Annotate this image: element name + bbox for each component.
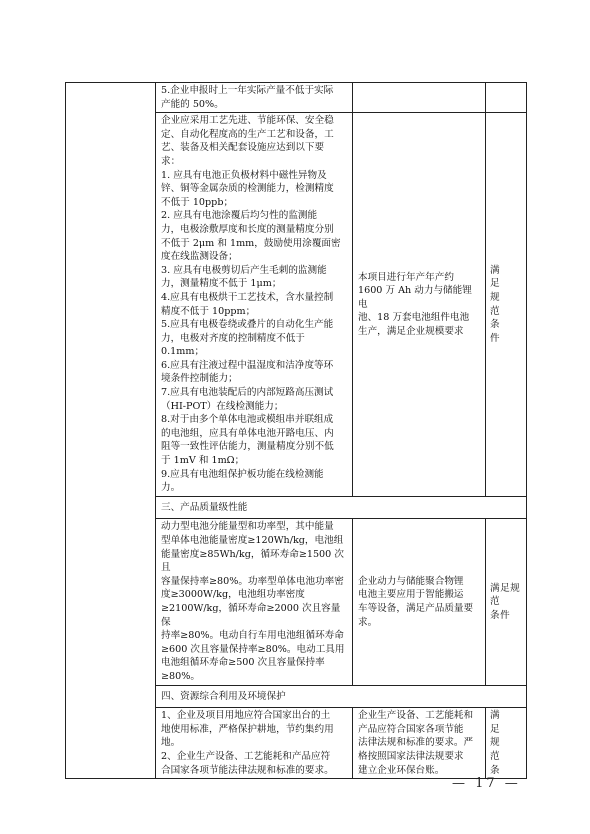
requirement-line: 阻等一致性评估能力，测量精度分别不低 [161,441,334,453]
conclusion-line: 足 [490,723,501,735]
requirement-line: 于 1mV 和 1mΩ； [161,455,245,467]
requirement-cell [156,519,353,685]
requirement-line: 度≥3000W/kg，电池组功率密度 [161,589,305,601]
description-line: 建立企业环保台账。 [358,764,445,776]
requirement-line: 不低于 2μm 和 1mm，鼓励使用涂覆面密 [161,237,341,249]
requirement-line: 3. 应具有电极剪切后产生毛刺的监测能 [161,264,327,276]
description-line: 电池主要应用于智能搬运 [358,589,464,601]
conclusion-line: 规 [490,291,501,303]
requirement-line: （HI-POT）在线检测能力； [161,400,284,412]
description-line: 法律法规和标准的要求。严 [358,737,474,749]
requirement-line: 2. 应具有电池涂覆后均匀性的监测能 [161,210,318,222]
section-heading: 三、产品质量级性能 [156,496,527,519]
requirement-line: 持率≥80%。电动自行车用电池组循环寿命 [161,630,344,642]
requirement-line: 力，测量精度不低于 1μm； [161,278,282,290]
requirement-line: 精度不低于 10ppm； [161,305,256,317]
description-line: 车等设备，满足产品质量要 [358,602,474,614]
requirement-line: 2、企业生产设备、工艺能耗和产品应符 [161,750,331,762]
requirement-line: 0.1mm； [161,346,205,358]
conclusion-line: 条 [490,319,501,331]
conclusion-line: 条 [490,764,501,776]
requirement-line: 力，电极对齐度的控制精度不低于 [161,332,305,344]
description-cell [353,519,486,685]
conclusion-line: 范 [490,750,501,762]
description-cell [353,83,486,113]
requirement-cell [156,83,353,113]
requirement-line: 7.应具有电池装配后的内部短路高压测试 [161,387,334,399]
description-line: 1600 万 Ah 动力与储能锂电 [358,285,472,310]
requirement-line: 9.应具有电池组保护板功能在线检测能 [161,468,324,480]
requirement-line: 地使用标准，严格保护耕地，节约集约用 [161,723,334,735]
requirement-line: ≥600 次且容量保持率≥80%。电动工具用 [161,643,345,655]
description-line: 生产，满足企业规模要求 [358,325,464,337]
requirement-line: 5.应具有电极卷绕或叠片的自动化生产能 [161,319,334,331]
description-line: 求。 [358,616,378,628]
requirement-line: 力，电极涂敷厚度和长度的测量精度分别 [161,223,334,235]
section-heading: 四、资源综合利用及环境保护 [156,685,527,708]
description-cell [353,113,486,497]
table-row [66,83,527,113]
requirement-line: 的电池组，应具有单体电池开路电压、内 [161,427,334,439]
description-line: 产品应符合国家各项节能 [358,723,464,735]
requirement-line: 产能的 50%。 [161,98,224,110]
description-line: 池、18 万套电池组件电池 [358,312,470,324]
requirement-line: 6.应具有注液过程中温湿度和洁净度等环 [161,359,334,371]
conclusion-line: 件 [490,332,501,344]
conclusion-line: 范 [490,305,501,317]
requirements-table [65,82,527,779]
requirement-line: 动力型电池分能量型和功率型，其中能量 [161,521,334,533]
requirement-line: 力。 [161,482,181,494]
requirement-cell [156,113,353,497]
requirement-line: 地。 [161,737,181,749]
description-line: 本项目进行年产年产约 [358,271,454,283]
requirement-line: 求： [161,155,181,167]
description-line: 格按照国家法律法规要求 [358,750,464,762]
requirement-line: 5.企业申报时上一年实际产量不低于实际 [161,85,334,96]
page-number: — 17 — [452,776,521,791]
conclusion-line: 规 [490,737,501,749]
conclusion-cell [486,519,527,685]
requirement-line: 合国家各项节能法律法规和标准的要求。 [161,764,334,776]
requirement-line: 能量密度≥85Wh/kg，循环寿命≥1500 次且 [161,548,344,574]
requirement-line: 1. 应具有电池正负极材料中磁性异物及 [161,169,327,181]
requirement-line: 电池组循环寿命≥500 次且容量保持率 [161,657,325,669]
requirement-line: ≥80%。 [161,670,200,682]
conclusion-cell [486,83,527,113]
requirement-line: 8.对于由多个单体电池或模组串并联组成 [161,414,334,426]
requirement-line: 企业应采用工艺先进、节能环保、安全稳 [161,115,334,127]
conclusion-cell [486,113,527,497]
requirement-cell [156,708,353,779]
requirement-line: 艺、装备及相关配套设施应达到以下要 [161,142,325,154]
conclusion-cell [486,708,527,779]
requirement-line: 境条件控制能力； [161,373,238,385]
conclusion-line: 满足规范 [490,582,521,608]
conclusion-line: 满 [490,264,501,276]
requirement-line: ≥2100W/kg，循环寿命≥2000 次且容量保 [161,602,341,628]
requirement-line: 1、企业及项目用地应符合国家出台的土 [161,710,331,722]
description-cell [353,708,486,779]
requirement-line: 不低于 10ppb； [161,196,234,208]
description-line: 企业生产设备、工艺能耗和 [358,710,474,722]
conclusion-line: 条件 [490,609,511,621]
conclusion-line: 满 [490,710,501,722]
requirement-line: 型单体电池能量密度≥120Wh/kg，电池组 [161,535,344,546]
category-cell [66,83,156,779]
description-line: 企业动力与储能聚合物锂 [358,575,464,587]
conclusion-line: 足 [490,278,501,290]
requirement-line: 4.应具有电极烘干工艺技术，含水量控制 [161,291,334,303]
requirement-line: 容量保持率≥80%。功率型单体电池功率密 [161,575,344,587]
requirement-line: 度在线监测设备； [161,251,238,263]
requirement-line: 锌、铜等金属杂质的检测能力，检测精度 [161,183,334,195]
requirement-line: 定、自动化程度高的生产工艺和设备，工 [161,128,334,140]
